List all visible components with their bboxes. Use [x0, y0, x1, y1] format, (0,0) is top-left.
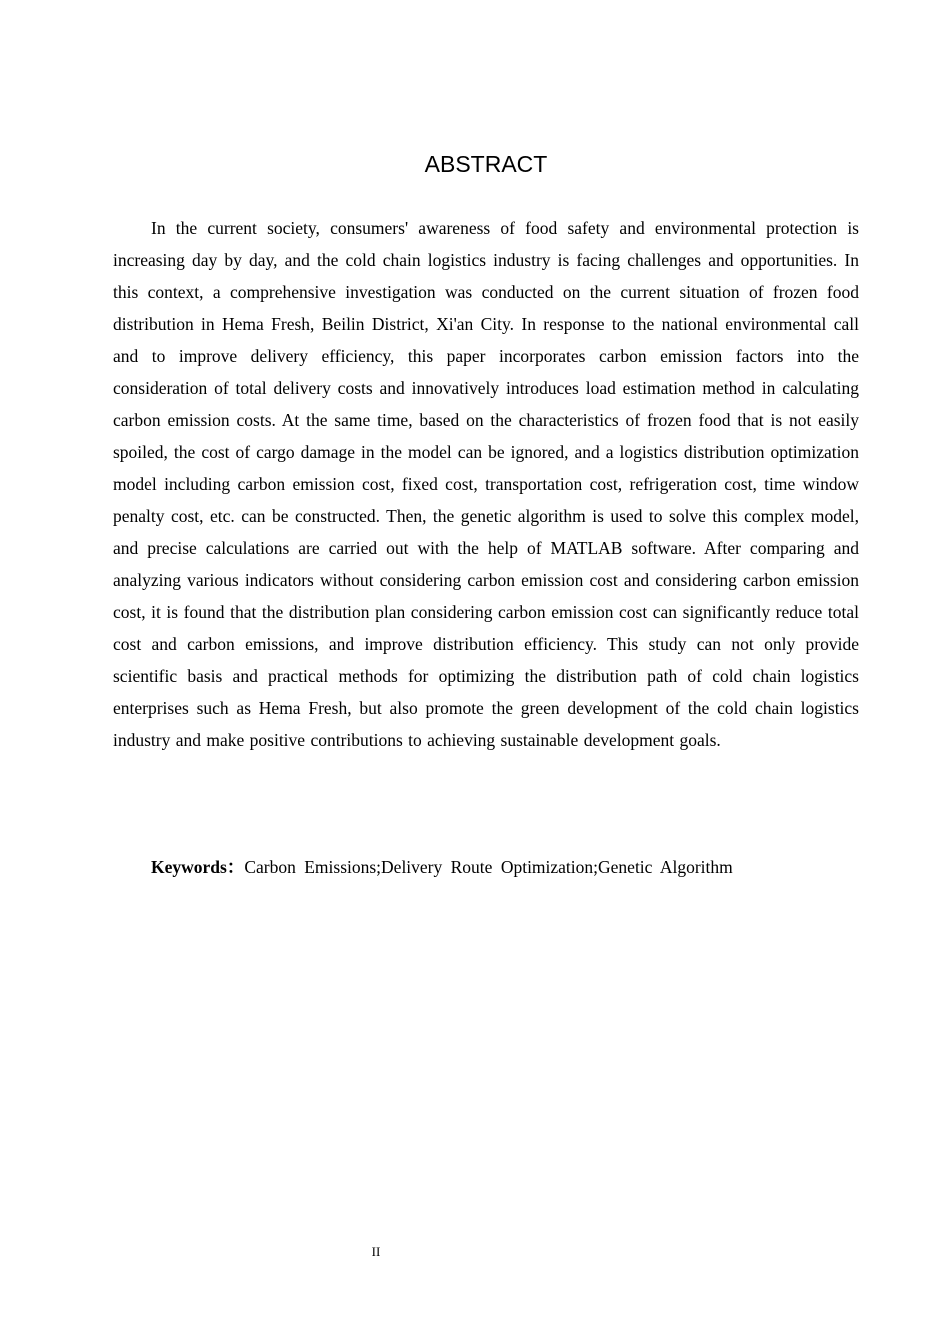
abstract-title: ABSTRACT	[424, 151, 548, 177]
page-number: II	[371, 1244, 381, 1259]
keywords-label: Keywords：	[151, 857, 245, 877]
keywords-list: Carbon Emissions;Delivery Route Optimization;Genetic Algorithm	[244, 857, 733, 877]
keywords-line	[151, 851, 859, 883]
abstract-body: In the current society, consumers' awareness of food safety and environmental protection is increasing day by day, and the cold chain logistics industry is facing challenges and opportunities. In this context, a comprehensive investigation was conducted on the current situation of frozen food distribution in Hema Fresh, Beilin District, Xi'an City. In response to the national environmental call and to improve delivery efficiency, this paper incorporates carbon emission factors into the consideration of total delivery costs and innovatively introduces load estimation method in calculating carbon emission costs. At the same time, based on the characteristics of frozen food that is not easily spoiled, the cost of cargo damage in the model can be ignored, and a logistics distribution optimization model including carbon emission cost, fixed cost, transportation cost, refrigeration cost, time window penalty cost, etc. can be constructed. Then, the genetic algorithm is used to solve this complex model, and precise calculations are carried out with the help of MATLAB software. After comparing and analyzing various indicators without considering carbon emission cost and considering carbon emission cost, it is found that the distribution plan considering carbon emission cost can significantly reduce total cost and carbon emissions, and improve distribution efficiency. This study can not only provide scientific basis and practical methods for optimizing the distribution path of cold chain logistics enterprises such as Hema Fresh, but also promote the green development of the cold chain logistics industry and make positive contributions to achieving sustainable development goals.	[113, 218, 859, 750]
